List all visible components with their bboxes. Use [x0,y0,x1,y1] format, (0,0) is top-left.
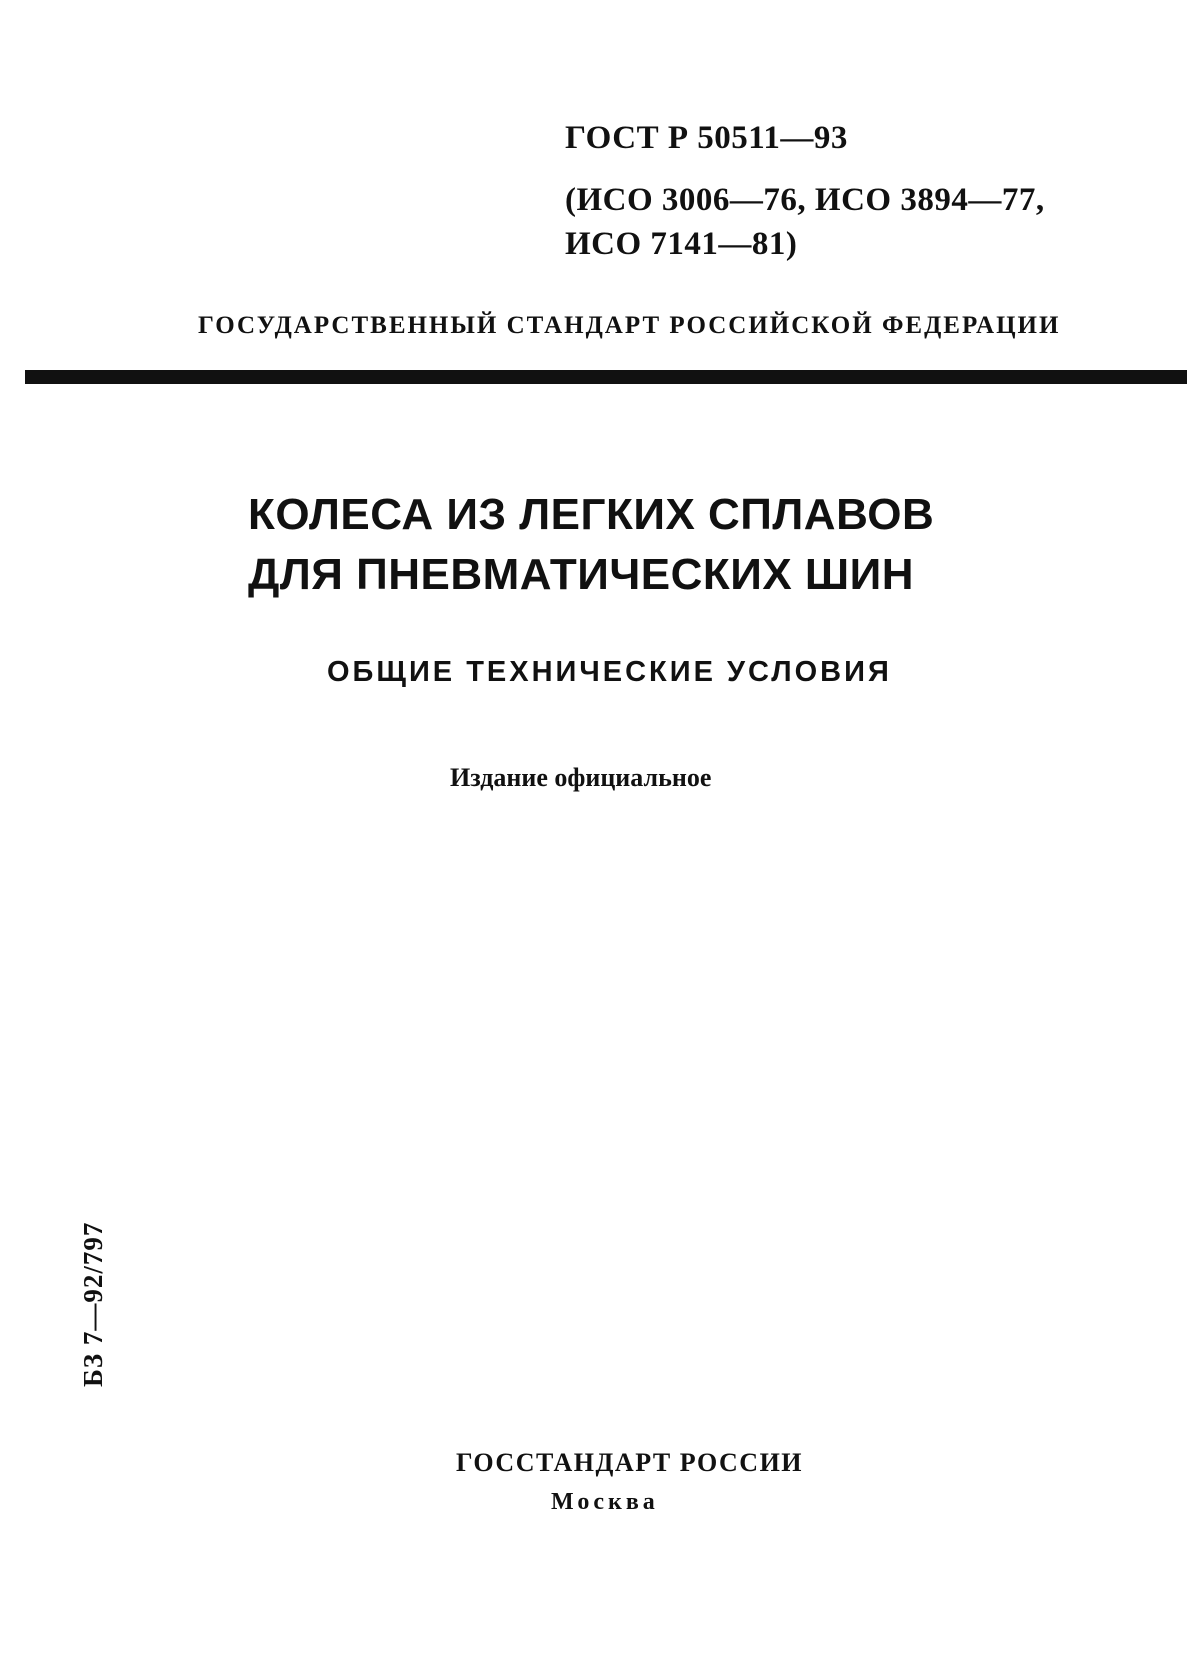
iso-references-line-1: (ИСО 3006—76, ИСО 3894—77, [565,182,1045,218]
iso-references [565,178,1045,266]
document-title-line-1: КОЛЕСА ИЗ ЛЕГКИХ СПЛАВОВ [248,490,935,539]
state-standard-heading: ГОСУДАРСТВЕННЫЙ СТАНДАРТ РОССИЙСКОЙ ФЕДЕРАЦИИ [198,312,1061,339]
document-title-line-2: ДЛЯ ПНЕВМАТИЧЕСКИХ ШИН [248,550,915,599]
iso-references-line-2: ИСО 7141—81) [565,226,798,262]
publisher-name: ГОССТАНДАРТ РОССИИ [456,1448,804,1477]
document-subtitle: ОБЩИЕ ТЕХНИЧЕСКИЕ УСЛОВИЯ [327,656,892,688]
edition-note: Издание официальное [450,763,712,792]
publisher-city: Москва [551,1489,659,1515]
standard-number: ГОСТ Р 50511—93 [565,120,848,156]
side-catalog-code: БЗ 7—92/797 [78,1221,108,1387]
header-divider [25,370,1187,384]
document-title [248,485,934,605]
